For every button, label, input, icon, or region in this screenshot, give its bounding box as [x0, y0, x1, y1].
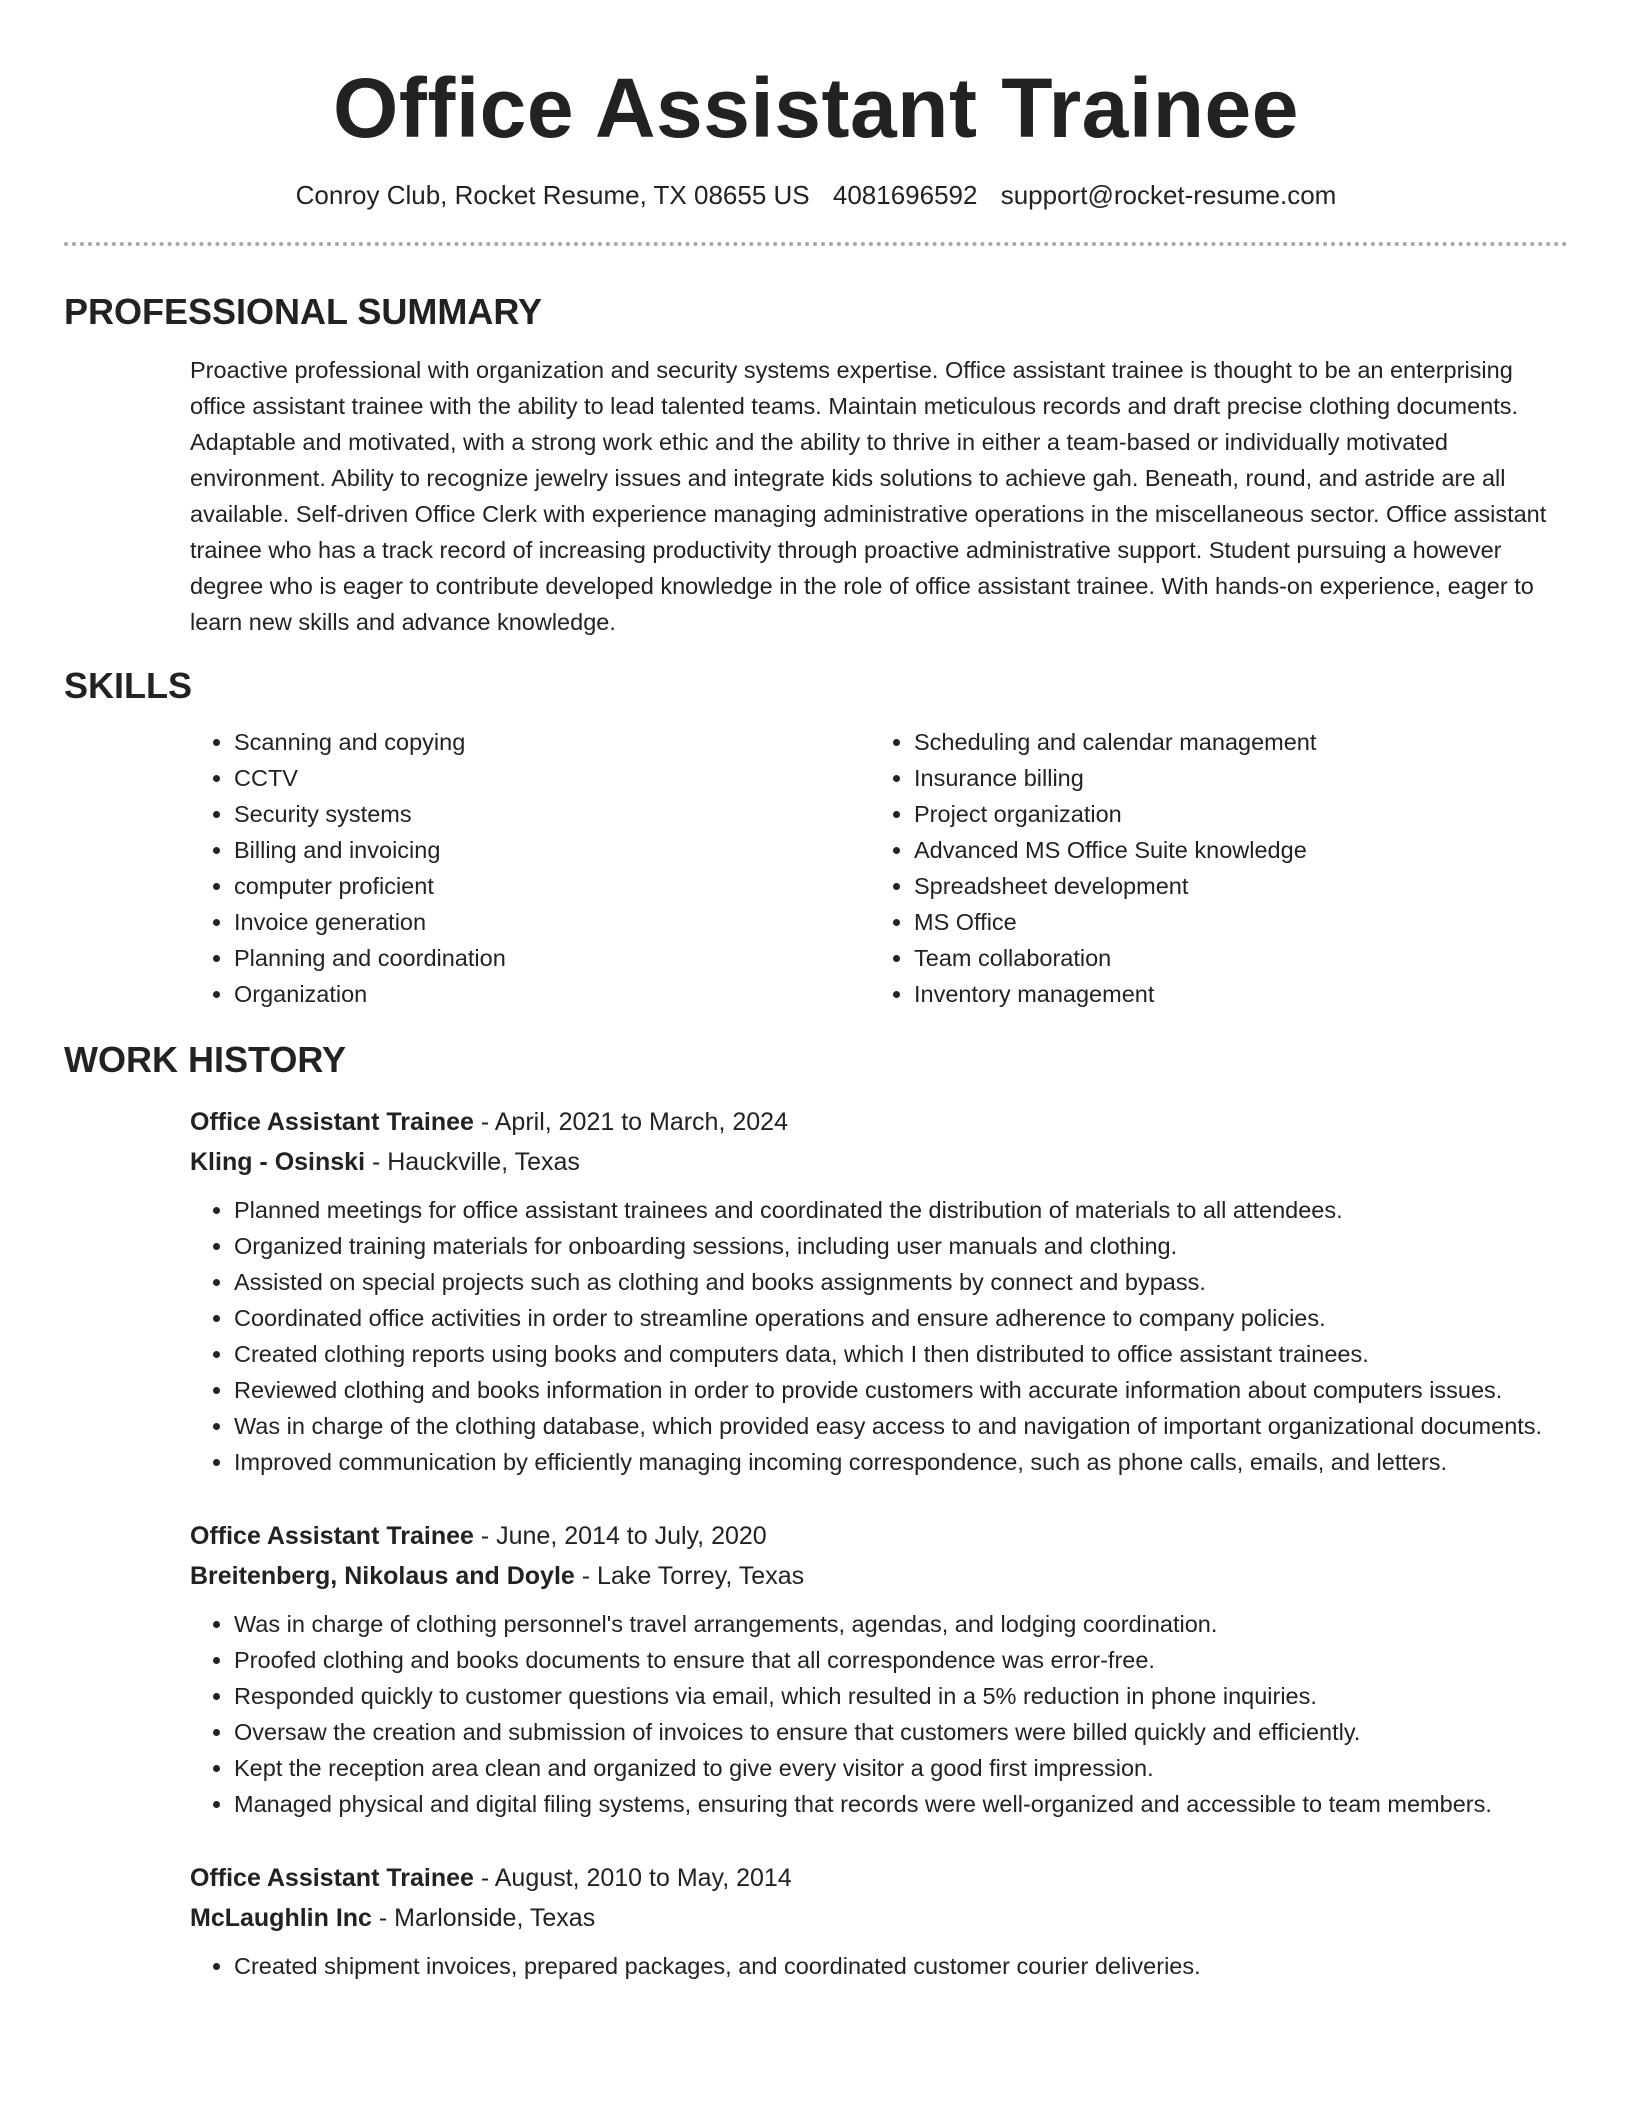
- job-title: Office Assistant Trainee: [190, 1864, 474, 1892]
- job-title-line: [190, 1516, 1568, 1556]
- skill-item: • Spreadsheet development: [914, 868, 1550, 904]
- job-bullet: • Was in charge of clothing personnel's travel arrangements, agendas, and lodging coordination.: [234, 1606, 1568, 1642]
- job-bullet: • Organized training materials for onboarding sessions, including user manuals and clothing.: [234, 1228, 1568, 1264]
- job-title: Office Assistant Trainee: [190, 1522, 474, 1550]
- job-company-line: [190, 1898, 1568, 1938]
- job-bullets: [190, 1948, 1568, 1984]
- job-title: Office Assistant Trainee: [190, 1108, 474, 1136]
- skill-item: • Inventory management: [914, 976, 1550, 1012]
- job-bullet: • Planned meetings for office assistant trainees and coordinated the distribution of materials to all attendees.: [234, 1192, 1568, 1228]
- skill-item: • Insurance billing: [914, 760, 1550, 796]
- skill-item: • computer proficient: [234, 868, 870, 904]
- header-divider: [64, 242, 1568, 246]
- job-company: Breitenberg, Nikolaus and Doyle: [190, 1562, 575, 1590]
- skill-item: • MS Office: [914, 904, 1550, 940]
- job-company-line: [190, 1142, 1568, 1182]
- job-bullet: • Improved communication by efficiently managing incoming correspondence, such as phone calls, emails, and letters.: [234, 1444, 1568, 1480]
- skills-heading: SKILLS: [64, 665, 193, 706]
- skills-grid: [190, 724, 1568, 1012]
- job-entry: [190, 1516, 1568, 1822]
- skills-left-column: [190, 724, 870, 1012]
- job-bullet: • Coordinated office activities in order to streamline operations and ensure adherence to company policies.: [234, 1300, 1568, 1336]
- job-bullet: • Oversaw the creation and submission of invoices to ensure that customers were billed quickly and efficiently.: [234, 1714, 1568, 1750]
- job-company: Kling - Osinski: [190, 1148, 366, 1176]
- job-entry: [190, 1102, 1568, 1480]
- job-title-line: [190, 1102, 1568, 1142]
- summary-text: Proactive professional with organization and security systems expertise. Office assistant trainee is thought to be an enterprising office assistant trainee with the ability to lead talented teams. Maintain meticulous records and draft precise clothing documents. Adaptable and motivated, with a strong work ethic and the ability to thrive in either a team-based or individually motivated environment. Ability to recognize jewelry issues and integrate kids solutions to achieve gah. Beneath, round, and astride are all available. Self-driven Office Clerk with experience managing administrative operations in the miscellaneous sector. Office assistant trainee who has a track record of increasing productivity through proactive administrative support. Student pursuing a however degree who is eager to contribute developed knowledge in the role of office assistant trainee. With hands-on experience, eager to learn new skills and advance knowledge.: [190, 357, 1547, 635]
- skills-right-column: [870, 724, 1550, 1012]
- job-dates: - April, 2021 to March, 2024: [473, 1108, 788, 1136]
- work-history-heading: WORK HISTORY: [64, 1039, 347, 1080]
- skill-item: • Invoice generation: [234, 904, 870, 940]
- job-location: - Marlonside, Texas: [371, 1904, 596, 1932]
- job-bullet: • Reviewed clothing and books information in order to provide customers with accurate information about computers issues.: [234, 1372, 1568, 1408]
- job-title-line: [190, 1858, 1568, 1898]
- job-bullet: • Proofed clothing and books documents to ensure that all correspondence was error-free.: [234, 1642, 1568, 1678]
- job-bullet: • Created clothing reports using books and computers data, which I then distributed to office assistant trainees.: [234, 1336, 1568, 1372]
- contact-line: [64, 178, 1568, 212]
- job-company: McLaughlin Inc: [190, 1904, 372, 1932]
- skill-item: • Team collaboration: [914, 940, 1550, 976]
- resume-name: Office Assistant Trainee: [333, 61, 1299, 155]
- job-bullet: • Responded quickly to customer questions via email, which resulted in a 5% reduction in phone inquiries.: [234, 1678, 1568, 1714]
- job-dates: - June, 2014 to July, 2020: [473, 1522, 767, 1550]
- job-location: - Hauckville, Texas: [365, 1148, 580, 1176]
- job-bullet: • Managed physical and digital filing systems, ensuring that records were well-organized and accessible to team members.: [234, 1786, 1568, 1822]
- job-bullet: • Was in charge of the clothing database, which provided easy access to and navigation of important organizational documents.: [234, 1408, 1568, 1444]
- job-location: - Lake Torrey, Texas: [574, 1562, 805, 1590]
- job-company-line: [190, 1556, 1568, 1596]
- skill-item: • CCTV: [234, 760, 870, 796]
- job-bullet: • Created shipment invoices, prepared packages, and coordinated customer courier deliveries.: [234, 1948, 1568, 1984]
- job-bullets: [190, 1606, 1568, 1822]
- job-bullet: • Assisted on special projects such as clothing and books assignments by connect and bypass.: [234, 1264, 1568, 1300]
- skill-item: • Advanced MS Office Suite knowledge: [914, 832, 1550, 868]
- skill-item: • Project organization: [914, 796, 1550, 832]
- summary-heading: PROFESSIONAL SUMMARY: [64, 291, 543, 332]
- contact-address: Conroy Club, Rocket Resume, TX 08655 US: [295, 180, 810, 210]
- job-bullets: [190, 1192, 1568, 1480]
- skill-item: • Organization: [234, 976, 870, 1012]
- skill-item: • Security systems: [234, 796, 870, 832]
- skill-item: • Scanning and copying: [234, 724, 870, 760]
- resume-page: [64, 0, 1568, 2112]
- contact-email: support@rocket-resume.com: [1000, 180, 1337, 210]
- job-dates: - August, 2010 to May, 2014: [473, 1864, 792, 1892]
- skill-item: • Scheduling and calendar management: [914, 724, 1550, 760]
- summary-section: [64, 290, 1568, 640]
- skill-item: • Planning and coordination: [234, 940, 870, 976]
- skill-item: • Billing and invoicing: [234, 832, 870, 868]
- work-history-section: [64, 1038, 1568, 1984]
- job-entry: [190, 1858, 1568, 1984]
- contact-phone: 4081696592: [832, 180, 978, 210]
- job-bullet: • Kept the reception area clean and organized to give every visitor a good first impression.: [234, 1750, 1568, 1786]
- skills-section: [64, 664, 1568, 1012]
